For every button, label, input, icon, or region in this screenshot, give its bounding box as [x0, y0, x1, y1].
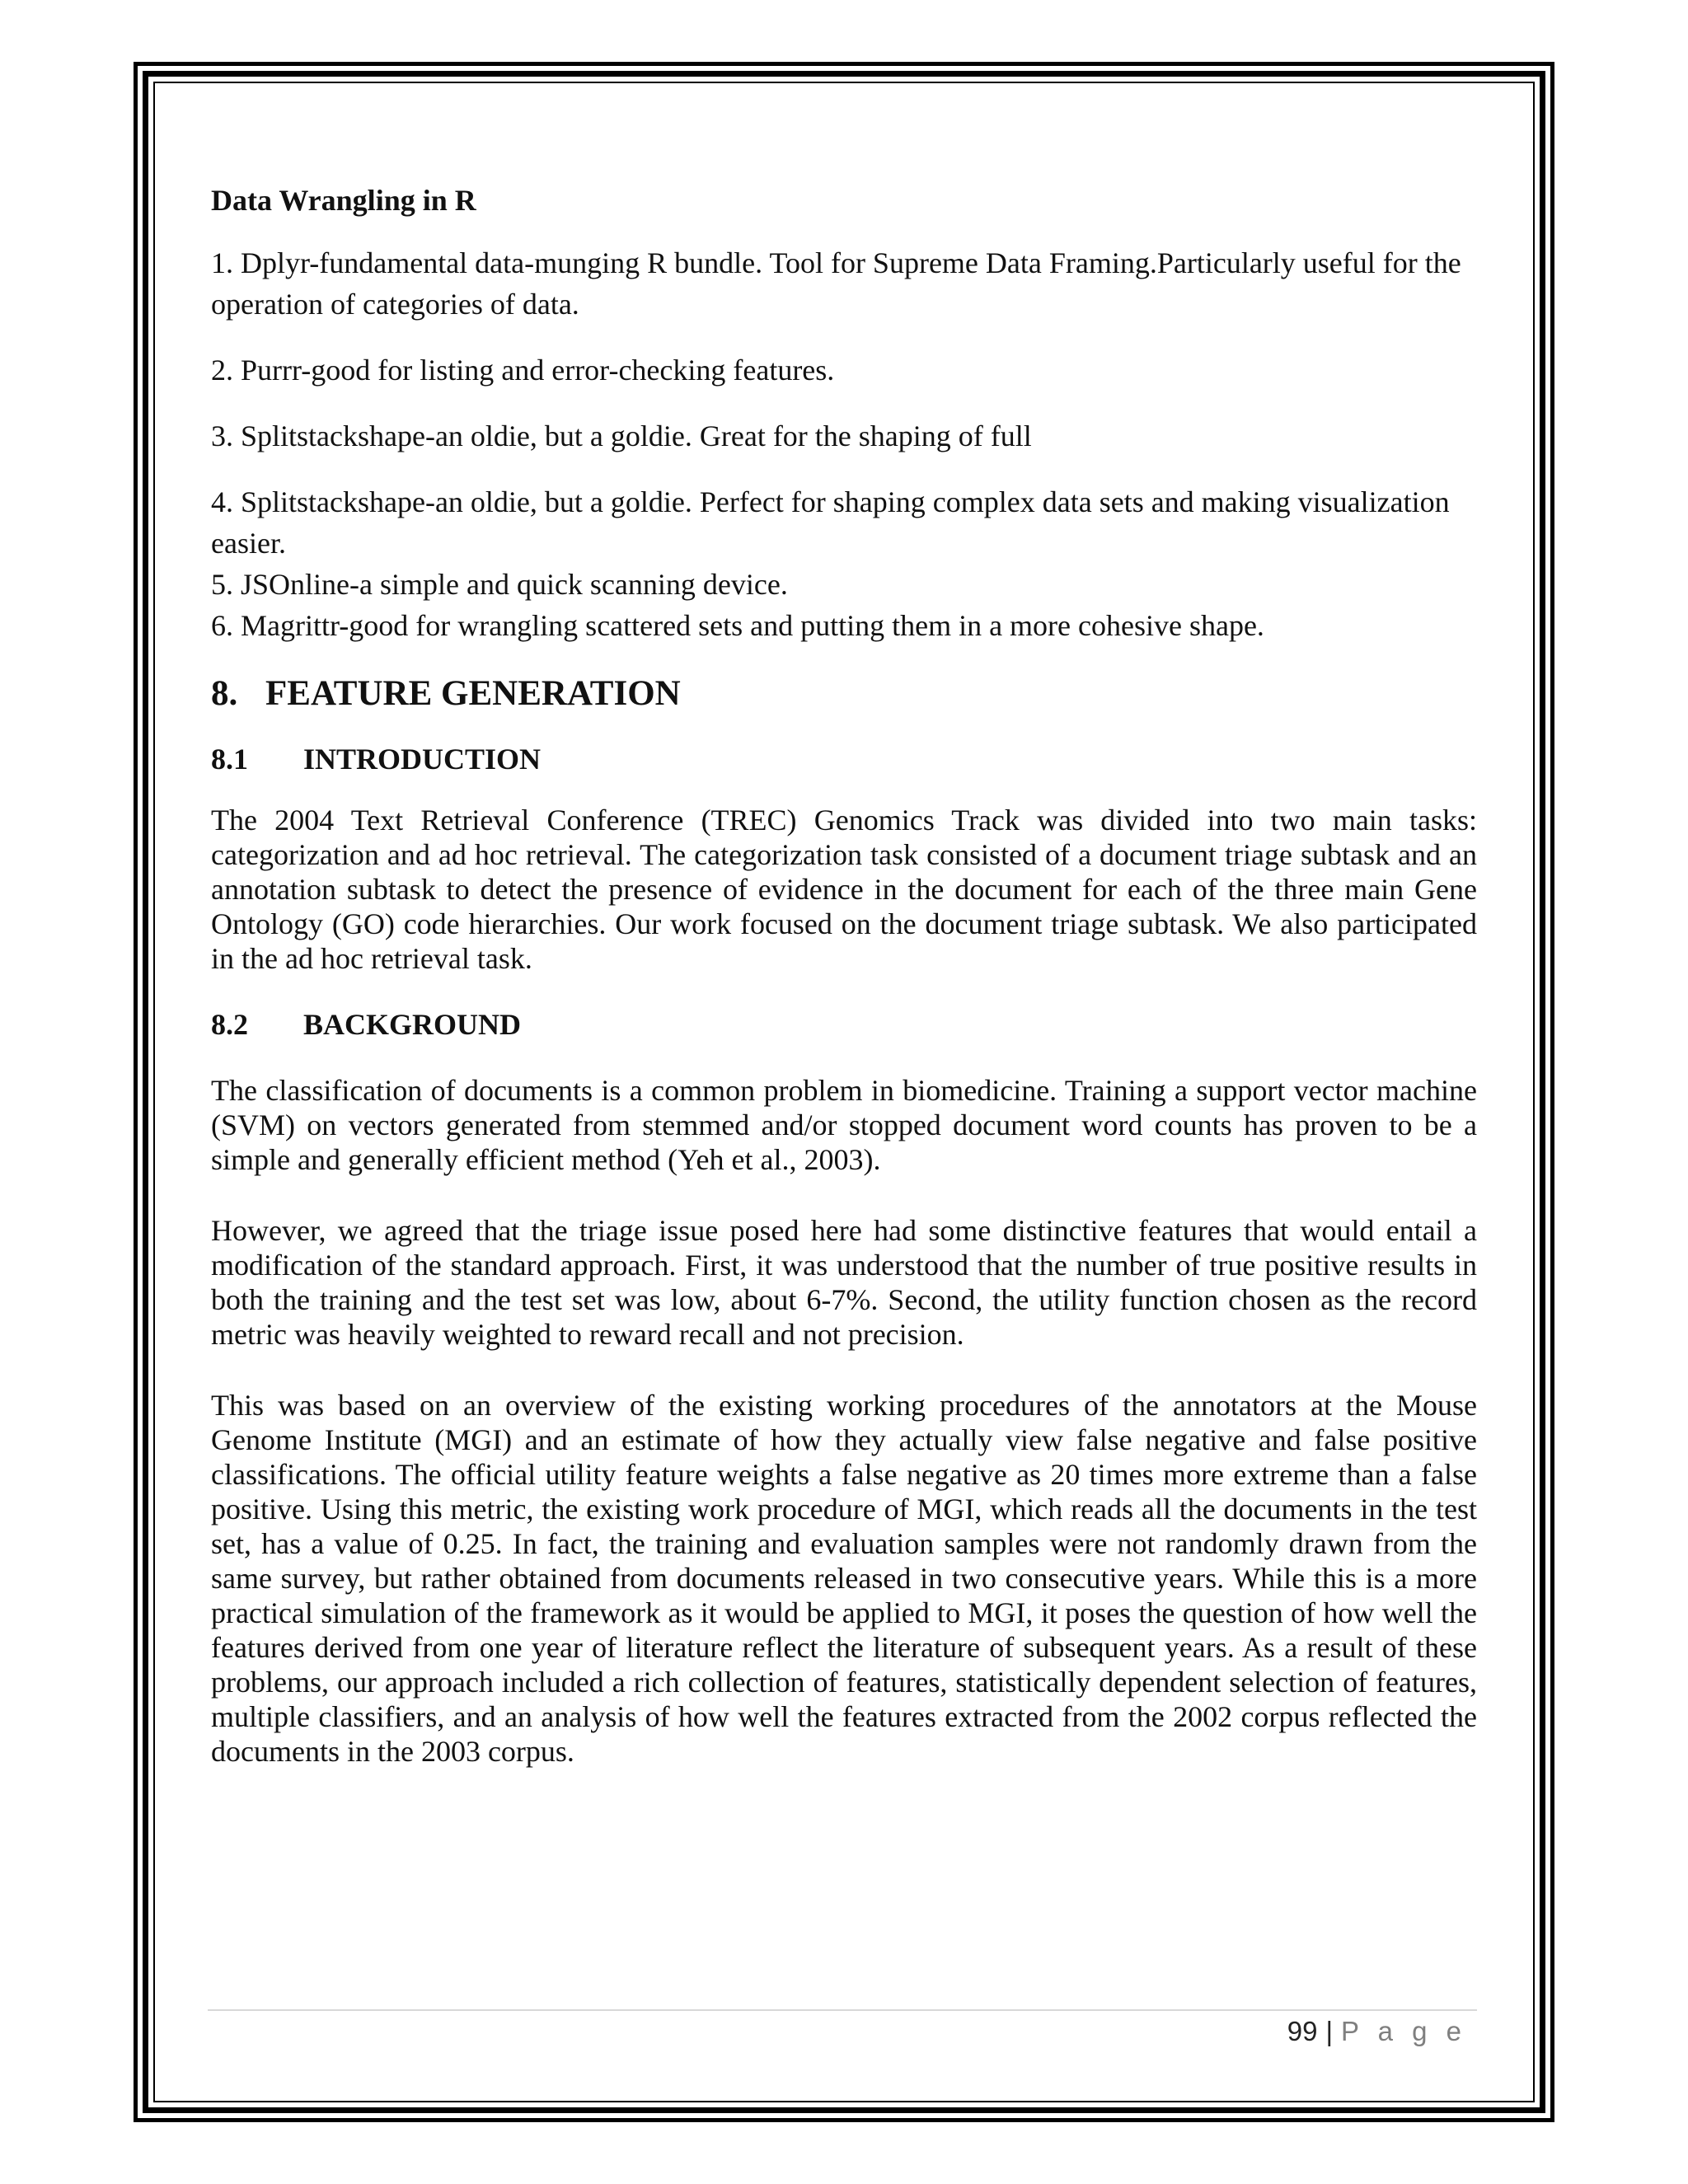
section-title-background: BACKGROUND	[303, 1008, 522, 1041]
list-item-jsonline: 5. JSOnline-a simple and quick scanning device.	[211, 568, 788, 601]
background-paragraph-1: The classification of documents is a common problem in biomedicine. Training a support vector machine (SVM) on vectors generated from stemmed and/or stopped document word counts has proven to be a simple and generally efficient method (Yeh et al., 2003).	[211, 1074, 1477, 1176]
section-heading-background	[211, 1004, 1477, 1045]
list-item-purrr: 2. Purrr-good for listing and error-checking features.	[211, 354, 835, 387]
section-heading-introduction	[211, 738, 1477, 780]
section-number-background: 8.2	[211, 1008, 248, 1041]
section-title-introduction: INTRODUCTION	[303, 743, 542, 776]
section-number-introduction: 8.1	[211, 743, 248, 776]
list-item-splitstackshape-2: 4. Splitstackshape-an oldie, but a goldie. Perfect for shaping complex data sets and making visualization easier.	[211, 485, 1450, 560]
introduction-paragraph: The 2004 Text Retrieval Conference (TREC) Genomics Track was divided into two main tasks: categorization and ad hoc retrieval. The categorization task consisted of a document triage subtask and an annotation subtask to detect the presence of evidence in the document for each of the three main Gene Ontology (GO) code hierarchies. Our work focused on the document triage subtask. We also participated in the ad hoc retrieval task.	[211, 804, 1477, 975]
list-item-dplyr: 1. Dplyr-fundamental data-munging R bundle. Tool for Supreme Data Framing.Particularly useful for the operation of categories of data.	[211, 246, 1461, 321]
chapter-heading	[211, 671, 1477, 717]
page-label: P a g e	[1341, 2016, 1467, 2046]
page-content	[211, 180, 1477, 1769]
background-paragraph-3: This was based on an overview of the existing working procedures of the annotators at the Mouse Genome Institute (MGI) and an estimate of how they actually view false negative and false positive classifications. The official utility feature weights a false negative as 20 times more extreme than a false positive. Using this metric, the existing work procedure of MGI, which reads all the documents in the test set, has a value of 0.25. In fact, the training and evaluation samples were not randomly drawn from the same survey, but rather obtained from documents released in two consecutive years. While this is a more practical simulation of the framework as it would be applied to MGI, it poses the question of how well the features derived from one year of literature reflect the literature of subsequent years. As a result of these problems, our approach included a rich collection of features, statistically dependent selection of features, multiple classifiers, and an analysis of how well the features extracted from the 2002 corpus reflected the documents in the 2003 corpus.	[211, 1389, 1477, 1768]
list-item-splitstackshape-1: 3. Splitstackshape-an oldie, but a goldie. Great for the shaping of full	[211, 419, 1032, 452]
section-title-data-wrangling: Data Wrangling in R	[211, 184, 476, 217]
chapter-number: 8.	[211, 674, 238, 713]
footer-separator: |	[1325, 2016, 1334, 2046]
page-number: 99	[1287, 2016, 1318, 2046]
chapter-title: FEATURE GENERATION	[265, 674, 681, 713]
page-footer	[1287, 2011, 1467, 2052]
background-paragraph-2: However, we agreed that the triage issue posed here had some distinctive features that would entail a modification of the standard approach. First, it was understood that the number of true positive results in both the training and the test set was low, about 6-7%. Second, the utility function chosen as the record metric was heavily weighted to reward recall and not precision.	[211, 1214, 1477, 1351]
list-item-magrittr: 6. Magrittr-good for wrangling scattered sets and putting them in a more cohesive shape.	[211, 609, 1264, 642]
